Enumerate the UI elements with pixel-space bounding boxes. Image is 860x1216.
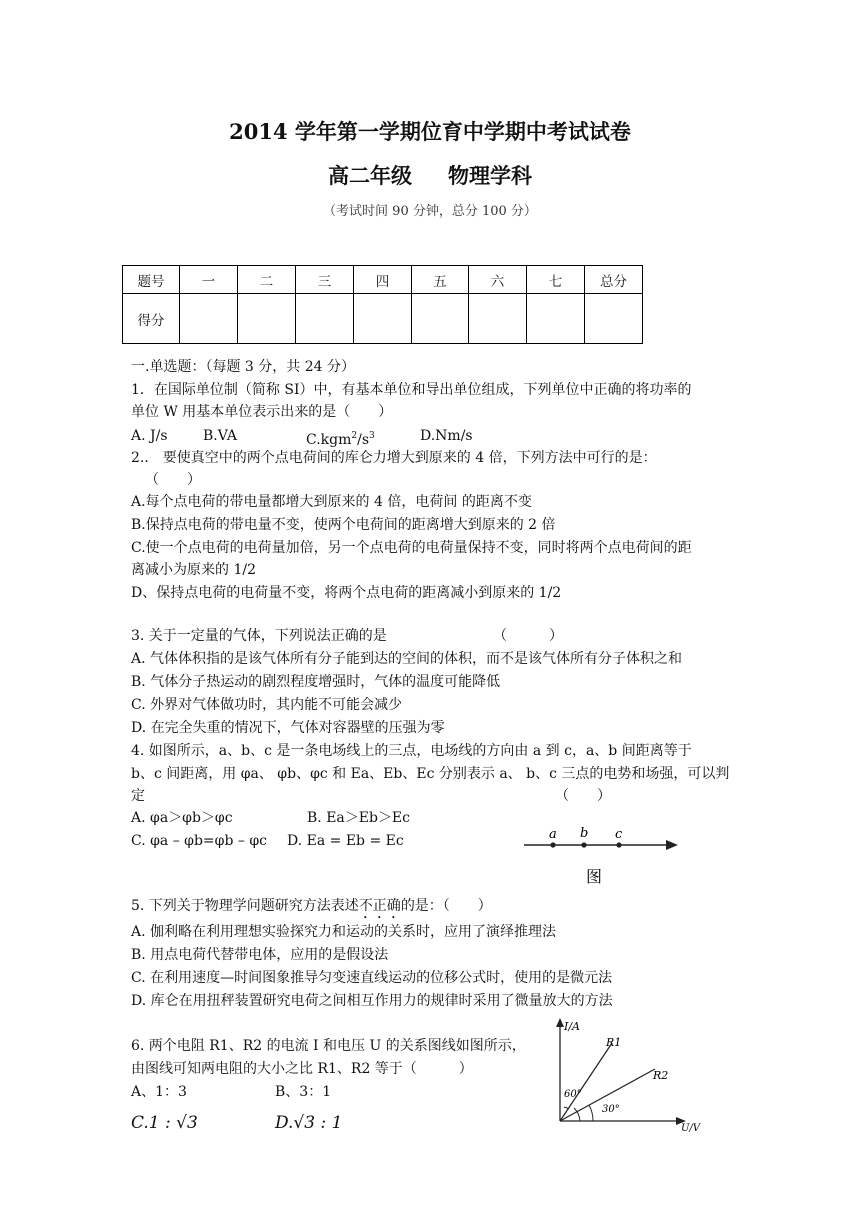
r1-label: R1 — [606, 1036, 622, 1049]
score-cell[interactable] — [238, 294, 296, 344]
q4-option-b: B. Ea＞Eb＞Ec — [307, 810, 410, 826]
score-cell[interactable] — [354, 294, 412, 344]
score-header-cell: 五 — [412, 266, 469, 294]
q3-option-d: D. 在完全失重的情况下，气体对容器壁的压强为零 — [131, 720, 445, 736]
y-axis-label: I/A — [564, 1020, 580, 1033]
point-c-label: c — [615, 827, 623, 842]
q3-option-a: A. 气体体积指的是该气体所有分子能到达的空间的体积，而不是该气体所有分子体积之和 — [131, 651, 683, 667]
arrow-head-icon — [666, 840, 678, 850]
field-line-figure — [520, 822, 690, 890]
point-a-dot — [550, 842, 555, 847]
score-header-cell: 二 — [238, 266, 296, 294]
score-row-label: 得分 — [123, 294, 180, 344]
point-b-label: b — [580, 826, 589, 841]
x-axis-label: U/V — [681, 1123, 701, 1134]
emphasis-text: 不正确 — [358, 898, 401, 914]
q3-stem: 3. 关于一定量的气体，下列说法正确的是 — [131, 628, 387, 644]
y-axis-arrow-icon — [556, 1018, 564, 1027]
iu-graph-figure — [540, 1016, 715, 1134]
score-header-cell: 总分 — [585, 266, 643, 294]
score-cell[interactable] — [469, 294, 527, 344]
score-cell[interactable] — [527, 294, 585, 344]
score-cell[interactable] — [296, 294, 354, 344]
q4-stem-line1: 4. 如图所示，a、b、c 是一条电场线上的三点，电场线的方向由 a 到 c，a、b 间距离等于 — [131, 743, 692, 759]
score-table-row — [123, 294, 643, 344]
q2-stem-line1: 2.． 要使真空中的两个点电荷间的库仑力增大到原来的 4 倍，下列方法中可行的是： — [131, 450, 657, 466]
exam-note: （考试时间 90 分钟，总分 100 分） — [323, 204, 537, 219]
score-table-header-row — [123, 266, 643, 294]
q5-option-a: A. 伽利略在利用理想实验探究力和运动的关系时，应用了演绎推理法 — [131, 924, 557, 940]
score-table — [122, 265, 643, 344]
q2-option-a: A.每个点电荷的带电量都增大到原来的 4 倍，电荷间 的距离不变 — [131, 494, 532, 510]
q1-option-d: D.Nm/s — [420, 428, 473, 444]
q1-option-c: $C.kgm^2/s^3$ — [306, 431, 375, 448]
exam-subtitle — [0, 160, 860, 190]
angle-arc-3 — [564, 1107, 569, 1109]
q2-option-d: D、保持点电荷的电荷量不变，将两个点电荷的距离减小到原来的 1/2 — [131, 585, 562, 601]
q6-option-c: C.1 : √3 — [131, 1113, 198, 1133]
q2-option-c-line1: C.使一个点电荷的电荷量加倍，另一个点电荷的电荷量保持不变，同时将两个点电荷间的距 — [131, 540, 692, 556]
q1-stem-line1: 1．在国际单位制（简称 SI）中，有基本单位和导出单位组成，下列单位中正确的将功率的 — [131, 382, 692, 398]
q4-stem-line2: b、c 间距离，用 φa、 φb、φc 和 Ea、Eb、Ec 分别表示 a、 b、c 三点的电势和场强，可以判 — [131, 766, 730, 782]
q5-option-b: B. 用点电荷代替带电体，应用的是假设法 — [131, 947, 389, 963]
q2-option-b: B.保持点电荷的带电量不变，使两个电荷间的距离增大到原来的 2 倍 — [131, 517, 556, 533]
point-b-dot — [581, 842, 586, 847]
score-header-cell: 三 — [296, 266, 354, 294]
angle-arc-2 — [589, 1105, 593, 1121]
score-header-cell: 一 — [180, 266, 238, 294]
point-a-label: a — [549, 827, 557, 842]
angle-30-label: 30° — [602, 1104, 620, 1115]
angle-60-label: 60° — [564, 1089, 582, 1100]
section-heading: 一.单选题：（每题 3 分，共 24 分） — [131, 359, 355, 375]
grade-label: 高二年级 — [328, 163, 412, 188]
q4-stem-line3: 定 — [131, 788, 145, 804]
q5-stem: 5. 下列关于物理学问题研究方法表述不正确的是：（ ） — [131, 898, 492, 914]
r2-label: R2 — [653, 1069, 669, 1082]
exam-title: 2014 学年第一学期位育中学期中考试试卷 — [229, 119, 631, 144]
score-cell[interactable] — [585, 294, 643, 344]
q6-option-a: A、1：3 — [131, 1084, 187, 1100]
score-header-cell: 六 — [469, 266, 527, 294]
q2-option-c-line2: 离减小为原来的 1/2 — [131, 562, 256, 578]
q6-option-d: D.√3 : 1 — [275, 1113, 343, 1133]
q4-option-a: A. φa＞φb＞φc — [131, 810, 233, 826]
score-cell[interactable] — [412, 294, 469, 344]
q3-option-b: B. 气体分子热运动的剧烈程度增强时，气体的温度可能降低 — [131, 674, 501, 690]
score-cell[interactable] — [180, 294, 238, 344]
q5-option-d: D. 库仑在用扭秤装置研究电荷之间相互作用力的规律时采用了微量放大的方法 — [131, 993, 613, 1009]
point-c-dot — [616, 842, 621, 847]
q3-answer-paren: （ ） — [493, 628, 563, 644]
score-header-cell: 四 — [354, 266, 412, 294]
q1-option-b: B.VA — [203, 428, 238, 444]
q4-option-c: C. φa – φb=φb – φc — [131, 833, 267, 849]
figure-caption: 图 — [586, 867, 603, 886]
score-header-cell: 题号 — [123, 266, 180, 294]
q2-stem-line2: （ ） — [145, 472, 201, 488]
q4-answer-paren: （ ） — [555, 788, 611, 804]
q4-option-d: D. Ea = Eb = Ec — [287, 833, 404, 849]
q1-stem-line2: 单位 W 用基本单位表示出来的是（ ） — [131, 404, 393, 420]
q5-option-c: C. 在利用速度—时间图象推导匀变速直线运动的位移公式时，使用的是微元法 — [131, 970, 613, 986]
q1-option-a: A. J/s — [131, 428, 168, 444]
q6-option-b: B、3：1 — [275, 1084, 332, 1100]
q3-option-c: C. 外界对气体做功时，其内能不可能会减少 — [131, 697, 403, 713]
q6-stem-line1: 6. 两个电阻 R1、R2 的电流 I 和电压 U 的关系图线如图所示， — [131, 1038, 526, 1054]
q6-stem-line2: 由图线可知两电阻的大小之比 R1、R2 等于（ ） — [131, 1061, 473, 1077]
score-header-cell: 七 — [527, 266, 585, 294]
subject-label: 物理学科 — [448, 163, 532, 188]
